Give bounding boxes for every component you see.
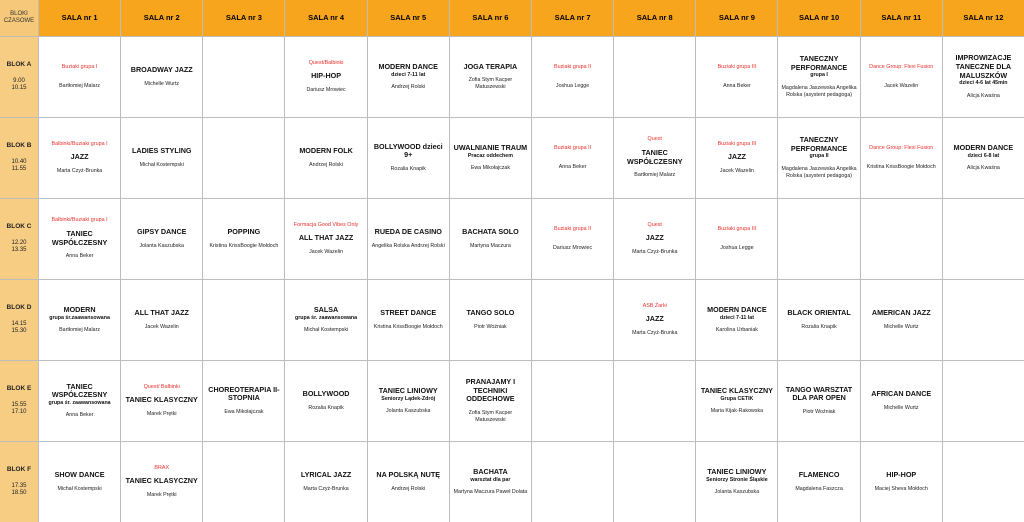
- class-cell[interactable]: [203, 37, 284, 117]
- class-cell[interactable]: [943, 361, 1024, 441]
- room-header-3: SALA nr 3: [203, 0, 284, 36]
- class-subtitle: dzieci 7-11 lat: [391, 71, 426, 78]
- class-cell[interactable]: [614, 280, 695, 360]
- instructor-name: Rozalia Knapik: [390, 166, 426, 173]
- class-title: FLAMENCO: [798, 470, 840, 480]
- instructor-name: Karolina Urbaniak: [715, 326, 758, 333]
- class-cell[interactable]: [532, 280, 613, 360]
- instructor-name: Ewa Mikołajczak: [470, 164, 510, 171]
- class-subtitle: Grupa CETIK: [720, 395, 754, 402]
- class-title: GIPSY DANCE: [137, 227, 187, 237]
- block-start-time: 17.35: [11, 482, 27, 489]
- class-cell[interactable]: [532, 442, 613, 522]
- block-start-time: 12.20: [11, 239, 27, 246]
- class-title: TANECZNY PERFORMANCE: [790, 135, 848, 153]
- instructor-name: Magdalena Jaszewska Angelika Rolska (asystent pedagoga): [781, 84, 857, 98]
- class-subtitle: Seniorzy Lądek-Zdrój: [381, 395, 436, 402]
- class-title: JAZZ: [645, 233, 664, 243]
- class-cell[interactable]: [614, 118, 695, 198]
- class-group: Quest/ Balbinki: [143, 383, 180, 390]
- instructor-name: Joshua Legge: [720, 244, 754, 251]
- time-block-c: [0, 199, 38, 279]
- class-title: TANGO SOLO: [466, 308, 515, 318]
- instructor-name: Dariusz Mrowiec: [552, 244, 593, 251]
- class-cell[interactable]: [285, 37, 366, 117]
- class-cell[interactable]: [121, 442, 202, 522]
- class-title: JAZZ: [70, 152, 89, 162]
- instructor-name: Andrzej Rolski: [391, 485, 426, 492]
- class-cell[interactable]: [39, 118, 120, 198]
- instructor-name: Anna Beker: [65, 412, 94, 419]
- class-cell[interactable]: [778, 37, 859, 117]
- block-start-time: 10.40: [11, 158, 27, 165]
- class-title: TANIEC WSPÓŁCZESNY: [626, 148, 683, 166]
- class-cell[interactable]: [696, 37, 777, 117]
- class-group: Dance Group: Flexi Fusion: [869, 145, 934, 152]
- block-end-time: 18.50: [11, 490, 27, 497]
- class-cell[interactable]: [861, 199, 942, 279]
- class-cell[interactable]: [778, 199, 859, 279]
- class-cell[interactable]: [778, 280, 859, 360]
- class-cell[interactable]: [532, 37, 613, 117]
- class-title: HIP-HOP: [311, 71, 342, 81]
- block-end-time: 10.15: [11, 85, 27, 92]
- block-name: BLOK D: [6, 304, 32, 312]
- class-cell[interactable]: [943, 118, 1024, 198]
- class-title: PRANAJAMY I TECHNIKI ODDECHOWE: [465, 376, 516, 404]
- class-cell[interactable]: [368, 199, 449, 279]
- time-block-b: [0, 118, 38, 198]
- class-title: SHOW DANCE: [54, 470, 105, 480]
- class-title: ALL THAT JAZZ: [298, 233, 354, 243]
- class-cell[interactable]: [778, 442, 859, 522]
- class-title: TANIEC KLASYCZNY: [125, 395, 198, 405]
- class-group: Balbinki/Buziaki grupa I: [51, 217, 108, 224]
- class-title: TANIEC WSPÓŁCZESNY: [51, 381, 108, 400]
- block-end-time: 15.30: [11, 328, 27, 335]
- time-block-e: [0, 361, 38, 441]
- class-title: JAZZ: [645, 314, 664, 324]
- class-title: MODERN: [63, 304, 96, 314]
- class-cell[interactable]: [285, 280, 366, 360]
- class-subtitle: grupa I: [810, 72, 828, 79]
- time-block-a: [0, 37, 38, 117]
- instructor-name: Piotr Woźniak: [802, 409, 836, 416]
- class-cell[interactable]: [943, 199, 1024, 279]
- class-cell[interactable]: [203, 280, 284, 360]
- class-cell[interactable]: [121, 118, 202, 198]
- instructor-name: Jacek Wazelin: [719, 168, 754, 175]
- class-title: BOLLYWOOD dzieci 9+: [373, 141, 443, 160]
- instructor-name: Jacek Wazelin: [309, 249, 344, 256]
- instructor-name: Michelle Wurtz: [883, 323, 919, 330]
- class-cell[interactable]: [450, 442, 531, 522]
- class-title: MODERN DANCE: [378, 61, 438, 71]
- class-subtitle: dzieci 6-8 lat: [967, 152, 1000, 159]
- class-group: Quest: [647, 221, 662, 228]
- class-cell[interactable]: [943, 37, 1024, 117]
- class-group: ASB Żarki: [642, 302, 667, 309]
- class-cell[interactable]: [450, 199, 531, 279]
- block-end-time: 17.10: [11, 409, 27, 416]
- class-group: Buziaki grupa III: [717, 64, 757, 71]
- class-cell[interactable]: [861, 280, 942, 360]
- class-cell[interactable]: [121, 280, 202, 360]
- class-cell[interactable]: [450, 118, 531, 198]
- class-cell[interactable]: [450, 37, 531, 117]
- instructor-name: Marta Czyż-Brunka: [632, 249, 678, 256]
- class-cell[interactable]: [450, 361, 531, 441]
- instructor-name: Jolanta Kaszubska: [714, 488, 760, 495]
- block-end-time: 13.35: [11, 247, 27, 254]
- instructor-name: Michał Kostempski: [139, 161, 184, 168]
- class-cell[interactable]: [285, 442, 366, 522]
- class-cell[interactable]: [203, 118, 284, 198]
- instructor-name: Rozalia Knapik: [801, 323, 837, 330]
- class-title: NA POLSKĄ NUTĘ: [376, 470, 441, 480]
- class-subtitle: grupa śr. zaawansowana: [295, 314, 358, 321]
- class-cell[interactable]: [39, 37, 120, 117]
- class-cell[interactable]: [943, 442, 1024, 522]
- class-cell[interactable]: [368, 442, 449, 522]
- instructor-name: Alicja Kwaśna: [966, 164, 1000, 171]
- class-subtitle: warsztat dla par: [470, 476, 511, 483]
- class-cell[interactable]: [39, 361, 120, 441]
- class-title: BLACK ORIENTAL: [787, 308, 851, 318]
- class-group: Balbinki/Buziaki grupa I: [51, 140, 108, 147]
- class-subtitle: dzieci 4-6 lat 45min: [959, 80, 1008, 87]
- class-cell[interactable]: [532, 199, 613, 279]
- instructor-name: Michał Kostempski: [57, 485, 102, 492]
- class-title: AMERICAN JAZZ: [871, 308, 931, 318]
- instructor-name: Bartłomiej Malarz: [59, 326, 101, 333]
- instructor-name: Marta Czyż-Brunka: [303, 485, 349, 492]
- instructor-name: Bartłomiej Malarz: [59, 82, 101, 89]
- class-title: UWALNIANIE TRAUM: [453, 142, 528, 152]
- class-cell[interactable]: [39, 280, 120, 360]
- class-title: BACHATA SOLO: [462, 227, 519, 237]
- instructor-name: Michelle Wurtz: [144, 80, 180, 87]
- class-title: TANIEC WSPÓŁCZESNY: [51, 229, 108, 247]
- class-title: BACHATA: [473, 466, 508, 476]
- class-title: SALSA: [313, 304, 339, 314]
- class-cell[interactable]: [861, 361, 942, 441]
- room-header-7: SALA nr 7: [532, 0, 613, 36]
- room-header-8: SALA nr 8: [614, 0, 695, 36]
- room-header-5: SALA nr 5: [368, 0, 449, 36]
- class-group: Formacja Good Vibes Only: [293, 221, 359, 228]
- instructor-name: Maria Kijak-Rakowska: [710, 407, 764, 414]
- class-cell[interactable]: [614, 361, 695, 441]
- block-name: BLOK E: [6, 385, 32, 393]
- class-subtitle: Seniorzy Stronie Śląskie: [706, 476, 768, 483]
- class-cell[interactable]: [696, 361, 777, 441]
- class-cell[interactable]: [450, 280, 531, 360]
- block-name: BLOK F: [6, 466, 32, 474]
- class-title: TANIEC LINIOWY: [378, 385, 438, 395]
- instructor-name: Rozalia Knapik: [308, 404, 344, 411]
- class-title: BROADWAY JAZZ: [130, 65, 193, 75]
- class-subtitle: grupa śr.zaawansowana: [49, 314, 110, 321]
- block-end-time: 11.55: [11, 166, 27, 173]
- class-cell[interactable]: [696, 280, 777, 360]
- class-group: Quest: [647, 136, 662, 143]
- class-title: CHOREOTERAPIA II-STOPNIA: [208, 384, 280, 403]
- instructor-name: Dariusz Mrowiec: [306, 87, 346, 94]
- instructor-name: Marek Prętki: [146, 411, 177, 418]
- instructor-name: Anna Beker: [558, 163, 587, 170]
- class-group: Buziaki grupa II: [553, 226, 592, 233]
- class-subtitle: dzieci 7-11 lat: [719, 314, 754, 321]
- class-cell[interactable]: [778, 118, 859, 198]
- instructor-name: Michał Kostempski: [303, 326, 349, 333]
- instructor-name: Jolanta Kaszubska: [386, 407, 431, 414]
- class-title: ALL THAT JAZZ: [134, 308, 189, 318]
- block-start-time: 15.55: [11, 401, 27, 408]
- class-cell[interactable]: [39, 442, 120, 522]
- instructor-name: Michelle Wurtz: [883, 404, 919, 411]
- class-group: Dance Group: Flexi Fusion: [869, 64, 934, 71]
- instructor-name: Zofia Stym Kacper Matuszewski: [468, 77, 513, 91]
- class-cell[interactable]: [121, 199, 202, 279]
- class-cell[interactable]: [203, 199, 284, 279]
- class-cell[interactable]: [614, 37, 695, 117]
- instructor-name: Andrzej Rolski: [391, 83, 426, 90]
- instructor-name: Angelika Rolska Andrzej Rolski: [371, 242, 445, 249]
- instructor-name: Marta Czyż-Brunka: [56, 168, 103, 175]
- class-cell[interactable]: [285, 118, 366, 198]
- instructor-name: Kristina KrissBoogie Mołdoch: [373, 323, 443, 330]
- class-group: BRAX: [154, 464, 170, 471]
- class-cell[interactable]: [121, 361, 202, 441]
- class-title: IMPROWIZACJE TANECZNE DLA MALUSZKÓW: [955, 53, 1012, 80]
- class-cell[interactable]: [285, 361, 366, 441]
- instructor-name: Kristina KrissBoogie Mołdoch: [866, 163, 936, 170]
- instructor-name: Bartłomiej Malarz: [634, 172, 676, 179]
- room-header-10: SALA nr 10: [778, 0, 859, 36]
- class-cell[interactable]: [696, 199, 777, 279]
- class-subtitle: grupa II: [809, 153, 829, 160]
- class-group: Buziaki grupa I: [61, 64, 98, 71]
- class-cell[interactable]: [39, 199, 120, 279]
- instructor-name: Jacek Wazelin: [144, 323, 179, 330]
- class-title: RUEDA DE CASINO: [374, 227, 442, 237]
- room-header-12: SALA nr 12: [943, 0, 1024, 36]
- class-cell[interactable]: [368, 280, 449, 360]
- class-title: POPPING: [227, 227, 261, 237]
- class-title: JAZZ: [727, 152, 746, 162]
- class-cell[interactable]: [778, 361, 859, 441]
- class-title: AFRICAN DANCE: [871, 389, 932, 399]
- class-cell[interactable]: [203, 361, 284, 441]
- class-title: TANECZNY PERFORMANCE: [790, 54, 848, 72]
- instructor-name: Anna Beker: [723, 82, 751, 89]
- class-subtitle: grupa śr. zaawansowana: [48, 399, 111, 406]
- block-start-time: 14.15: [11, 320, 27, 327]
- class-title: TANIEC LINIOWY: [707, 466, 767, 476]
- class-cell[interactable]: [368, 118, 449, 198]
- instructor-name: Jacek Wazelin: [884, 82, 919, 89]
- class-title: MODERN DANCE: [953, 142, 1014, 152]
- class-cell[interactable]: [614, 442, 695, 522]
- class-title: STREET DANCE: [380, 308, 437, 318]
- instructor-name: Anna Beker: [65, 253, 94, 260]
- class-cell[interactable]: [943, 280, 1024, 360]
- room-header-6: SALA nr 6: [450, 0, 531, 36]
- instructor-name: Martyna Maczura Paweł Dolata: [453, 488, 528, 495]
- instructor-name: Piotr Woźniak: [474, 323, 507, 330]
- instructor-name: Alicja Kwaśna: [966, 92, 1000, 99]
- class-cell[interactable]: [203, 442, 284, 522]
- instructor-name: Maciej Sheva Mołdoch: [874, 485, 928, 492]
- class-cell[interactable]: [368, 361, 449, 441]
- class-title: HIP-HOP: [886, 470, 917, 480]
- room-header-11: SALA nr 11: [861, 0, 942, 36]
- block-name: BLOK C: [6, 223, 32, 231]
- block-name: BLOK A: [6, 61, 32, 69]
- room-header-1: SALA nr 1: [39, 0, 120, 36]
- class-cell[interactable]: [696, 442, 777, 522]
- room-header-4: SALA nr 4: [285, 0, 366, 36]
- instructor-name: Jolanta Kaszubska: [139, 242, 184, 249]
- instructor-name: Magdalena Faszcza: [795, 485, 843, 492]
- instructor-name: Martyna Maczura: [469, 242, 511, 249]
- class-title: TANIEC KLASYCZNY: [125, 476, 198, 486]
- class-cell[interactable]: [285, 199, 366, 279]
- instructor-name: Andrzej Rolski: [309, 161, 343, 168]
- instructor-name: Zofia Stym Kacper Matuszewski: [468, 409, 513, 423]
- instructor-name: Marek Prętki: [146, 492, 177, 499]
- class-title: JOGA TERAPIA: [463, 61, 518, 71]
- instructor-name: Joshua Legge: [555, 82, 590, 89]
- class-cell[interactable]: [696, 118, 777, 198]
- class-title: MODERN FOLK: [299, 146, 353, 156]
- class-cell[interactable]: [861, 442, 942, 522]
- class-cell[interactable]: [532, 118, 613, 198]
- class-title: MODERN DANCE: [707, 304, 767, 314]
- class-title: TANGO WARSZTAT DLA PAR OPEN: [785, 384, 853, 403]
- class-title: LYRICAL JAZZ: [300, 470, 352, 480]
- block-name: BLOK B: [6, 142, 32, 150]
- instructor-name: Ewa Mikołajczak: [224, 409, 264, 416]
- class-subtitle: Pracaz oddechem: [467, 152, 513, 159]
- block-start-time: 9.00: [13, 77, 25, 84]
- class-group: Quest/Balbinki: [308, 59, 344, 66]
- class-group: Buziaki grupa II: [553, 145, 592, 152]
- class-cell[interactable]: [532, 361, 613, 441]
- instructor-name: Kristina KrissBoogie Mołdoch: [209, 242, 279, 249]
- room-header-2: SALA nr 2: [121, 0, 202, 36]
- class-cell[interactable]: [861, 37, 942, 117]
- corner-header: BLOKI CZASOWE: [0, 0, 38, 36]
- time-block-d: [0, 280, 38, 360]
- class-title: LADIES STYLING: [131, 146, 192, 156]
- class-cell[interactable]: [121, 37, 202, 117]
- class-cell[interactable]: [368, 37, 449, 117]
- class-cell[interactable]: [861, 118, 942, 198]
- time-block-f: [0, 442, 38, 522]
- class-group: Buziaki grupa II: [553, 64, 592, 71]
- instructor-name: Magdalena Jaszewska Angelika Rolska (asystent pedagoga): [781, 165, 857, 179]
- instructor-name: Marta Czyż-Brunka: [632, 330, 678, 337]
- class-title: BOLLYWOOD: [302, 389, 350, 399]
- class-group: Buziaki grupa III: [717, 140, 757, 147]
- class-group: Buziaki grupa III: [717, 226, 757, 233]
- class-title: TANIEC KLASYCZNY: [700, 385, 773, 395]
- room-header-9: SALA nr 9: [696, 0, 777, 36]
- class-cell[interactable]: [614, 199, 695, 279]
